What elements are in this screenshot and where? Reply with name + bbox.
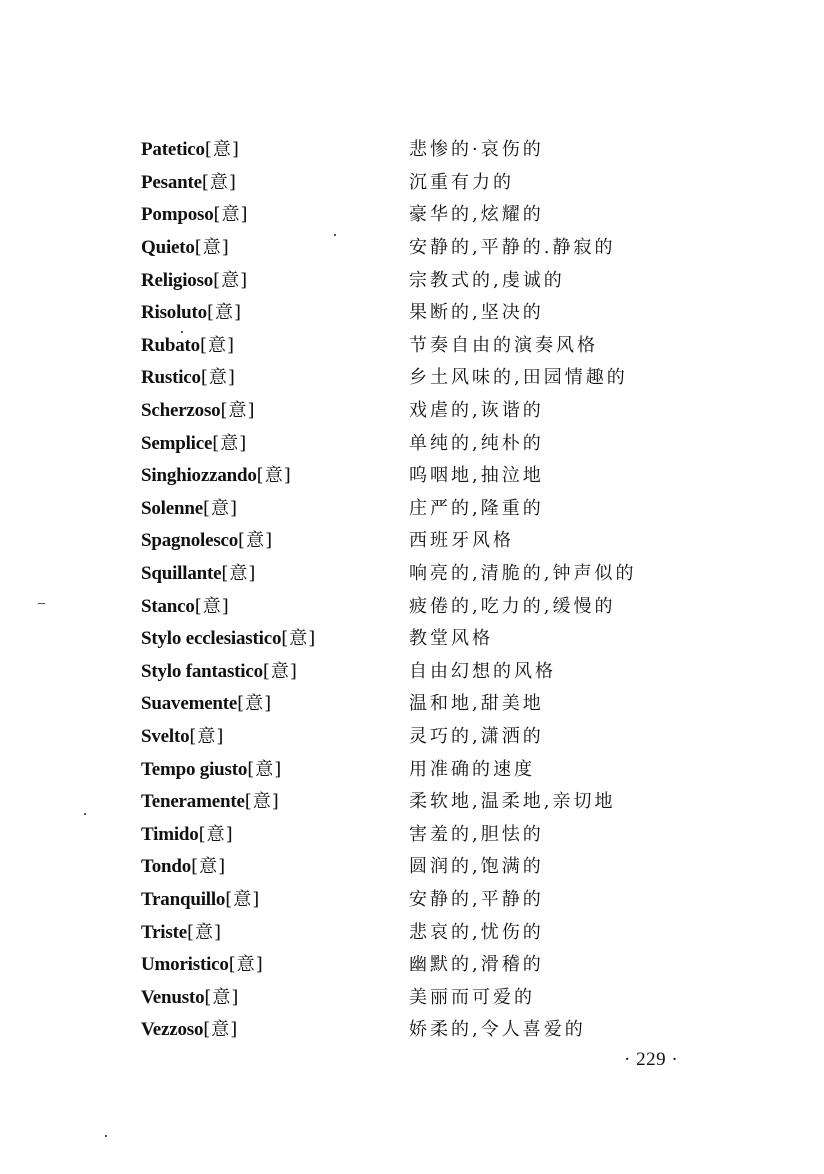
language-tag: [意] (200, 367, 236, 389)
entry-meaning: 安静的,平静的 (409, 888, 544, 910)
term-text: Quieto (141, 237, 195, 259)
language-tag: [意] (225, 888, 261, 910)
language-tag: [意] (220, 400, 256, 422)
term-text: Singhiozzando (141, 465, 257, 487)
entry-meaning: 柔软地,温柔地,亲切地 (409, 791, 616, 813)
term-text: Pesante (141, 171, 202, 193)
glossary-entry (141, 197, 681, 230)
entry-meaning: 灵巧的,潇洒的 (409, 725, 544, 747)
entry-meaning: 娇柔的,令人喜爱的 (409, 1019, 586, 1041)
entry-term (141, 135, 409, 161)
language-tag: [意] (244, 791, 280, 813)
entry-meaning: 西班牙风格 (409, 530, 514, 552)
entry-meaning: 用准确的速度 (409, 758, 535, 780)
language-tag: [意] (189, 725, 225, 747)
glossary-entry (141, 588, 681, 621)
term-text: Rustico (141, 367, 201, 389)
language-tag: [意] (238, 530, 274, 552)
term-text: Svelto (141, 725, 190, 747)
language-tag: [意] (213, 269, 249, 291)
term-text: Tranquillo (141, 888, 226, 910)
entry-meaning: 节奏自由的演奏风格 (409, 334, 598, 356)
language-tag: [意] (194, 237, 230, 259)
glossary-entry (141, 262, 681, 295)
glossary-list (141, 132, 681, 1045)
entry-term (141, 461, 409, 487)
term-text: Stanco (141, 595, 195, 617)
language-tag: [意] (256, 465, 292, 487)
glossary-entry (141, 979, 681, 1012)
language-tag: [意] (199, 334, 236, 356)
language-tag: [意] (198, 823, 234, 845)
language-tag: [意] (204, 986, 240, 1008)
language-tag: [意] (228, 954, 264, 976)
glossary-entry (141, 816, 681, 849)
entry-term (141, 559, 409, 585)
entry-term (141, 592, 409, 618)
glossary-entry (141, 295, 681, 328)
entry-meaning: 悲惨的·哀伤的 (409, 139, 544, 161)
glossary-entry (141, 165, 681, 198)
term-text: Squillante (141, 563, 222, 585)
language-tag: [意] (247, 758, 283, 780)
glossary-entry (141, 686, 681, 719)
term-text: Umoristico (141, 954, 229, 976)
glossary-entry (141, 360, 681, 393)
language-tag: [意] (262, 660, 298, 682)
term-text: Timido (141, 823, 199, 845)
entry-term (141, 233, 409, 259)
entry-term (141, 396, 409, 422)
entry-term (141, 331, 409, 357)
scan-speck (181, 331, 183, 333)
scan-speck (105, 1135, 107, 1137)
glossary-entry (141, 556, 681, 589)
entry-term (141, 429, 409, 455)
entry-meaning: 响亮的,清脆的,钟声似的 (409, 563, 637, 585)
term-text: Stylo ecclesiastico (141, 628, 282, 650)
term-text: Patetico (141, 139, 205, 161)
entry-meaning: 教堂风格 (409, 628, 493, 650)
term-text: Religioso (141, 269, 214, 291)
entry-meaning: 美丽而可爱的 (409, 986, 535, 1008)
glossary-entry (141, 491, 681, 524)
language-tag: [意] (204, 139, 240, 161)
entry-meaning: 果断的,坚决的 (409, 302, 544, 324)
entry-meaning: 沉重有力的 (409, 171, 514, 193)
term-text: Suavemente (141, 693, 238, 715)
glossary-entry (141, 882, 681, 915)
glossary-entry (141, 784, 681, 817)
language-tag: [意] (237, 693, 273, 715)
glossary-entry (141, 719, 681, 752)
term-text: Venusto (141, 986, 205, 1008)
glossary-entry (141, 947, 681, 980)
glossary-entry (141, 458, 681, 491)
entry-term (141, 200, 409, 226)
entry-term (141, 494, 409, 520)
entry-term (141, 298, 409, 324)
language-tag: [意] (201, 171, 237, 193)
entry-meaning: 乡土风味的,田园情趣的 (409, 367, 628, 389)
entry-meaning: 宗教式的,虔诚的 (409, 269, 565, 291)
scan-speck (84, 813, 86, 815)
entry-meaning: 幽默的,滑稽的 (409, 954, 544, 976)
entry-meaning: 害羞的,胆怯的 (409, 823, 544, 845)
entry-term (141, 722, 409, 748)
glossary-entry (141, 621, 681, 654)
language-tag: [意] (191, 856, 227, 878)
glossary-entry (141, 654, 681, 687)
glossary-entry (141, 132, 681, 165)
entry-term (141, 950, 409, 976)
language-tag: [意] (202, 497, 238, 519)
entry-term (141, 852, 409, 878)
scan-speck (38, 603, 45, 604)
language-tag: [意] (281, 628, 317, 650)
glossary-entry (141, 523, 681, 556)
language-tag: [意] (194, 595, 230, 617)
entry-term (141, 755, 409, 781)
glossary-entry (141, 914, 681, 947)
glossary-entry (141, 751, 681, 784)
entry-term (141, 624, 409, 650)
glossary-entry (141, 849, 681, 882)
term-text: Vezzoso (141, 1019, 204, 1041)
entry-meaning: 戏虐的,诙谐的 (409, 400, 544, 422)
term-text: Tondo (141, 856, 192, 878)
entry-meaning: 自由幻想的风格 (409, 660, 556, 682)
term-text: Teneramente (141, 791, 245, 813)
term-text: Rubato (141, 334, 200, 356)
entry-term (141, 168, 409, 194)
entry-meaning: 呜咽地,抽泣地 (409, 465, 544, 487)
entry-term (141, 918, 409, 944)
term-text: Triste (141, 921, 187, 943)
language-tag: [意] (212, 432, 248, 454)
entry-term (141, 526, 409, 552)
page-number: · 229 · (624, 1049, 679, 1070)
language-tag: [意] (206, 302, 243, 324)
entry-meaning: 安静的,平静的.静寂的 (409, 237, 616, 259)
term-text: Tempo giusto (141, 758, 248, 780)
glossary-entry (141, 425, 681, 458)
term-text: Spagnolesco (141, 530, 239, 552)
term-text: Scherzoso (141, 400, 221, 422)
entry-term (141, 689, 409, 715)
glossary-entry (141, 328, 681, 361)
entry-meaning: 圆润的,饱满的 (409, 856, 544, 878)
glossary-entry (141, 1012, 681, 1045)
scan-speck (334, 234, 336, 236)
language-tag: [意] (221, 563, 257, 585)
term-text: Risoluto (141, 302, 207, 324)
entry-meaning: 悲哀的,忧伤的 (409, 921, 544, 943)
entry-term (141, 983, 409, 1009)
language-tag: [意] (186, 921, 222, 943)
entry-meaning: 庄严的,隆重的 (409, 497, 544, 519)
language-tag: [意] (203, 1019, 239, 1041)
entry-term (141, 787, 409, 813)
entry-term (141, 885, 409, 911)
entry-term (141, 657, 409, 683)
term-text: Solenne (141, 497, 203, 519)
entry-term (141, 266, 409, 292)
term-text: Stylo fantastico (141, 660, 263, 682)
term-text: Pomposo (141, 204, 214, 226)
term-text: Semplice (141, 432, 213, 454)
entry-meaning: 疲倦的,吃力的,缓慢的 (409, 595, 616, 617)
glossary-entry (141, 393, 681, 426)
entry-term (141, 1015, 409, 1041)
entry-meaning: 豪华的,炫耀的 (409, 204, 544, 226)
entry-meaning: 温和地,甜美地 (409, 693, 544, 715)
entry-meaning: 单纯的,纯朴的 (409, 432, 544, 454)
language-tag: [意] (213, 204, 249, 226)
entry-term (141, 820, 409, 846)
entry-term (141, 363, 409, 389)
glossary-entry (141, 230, 681, 263)
